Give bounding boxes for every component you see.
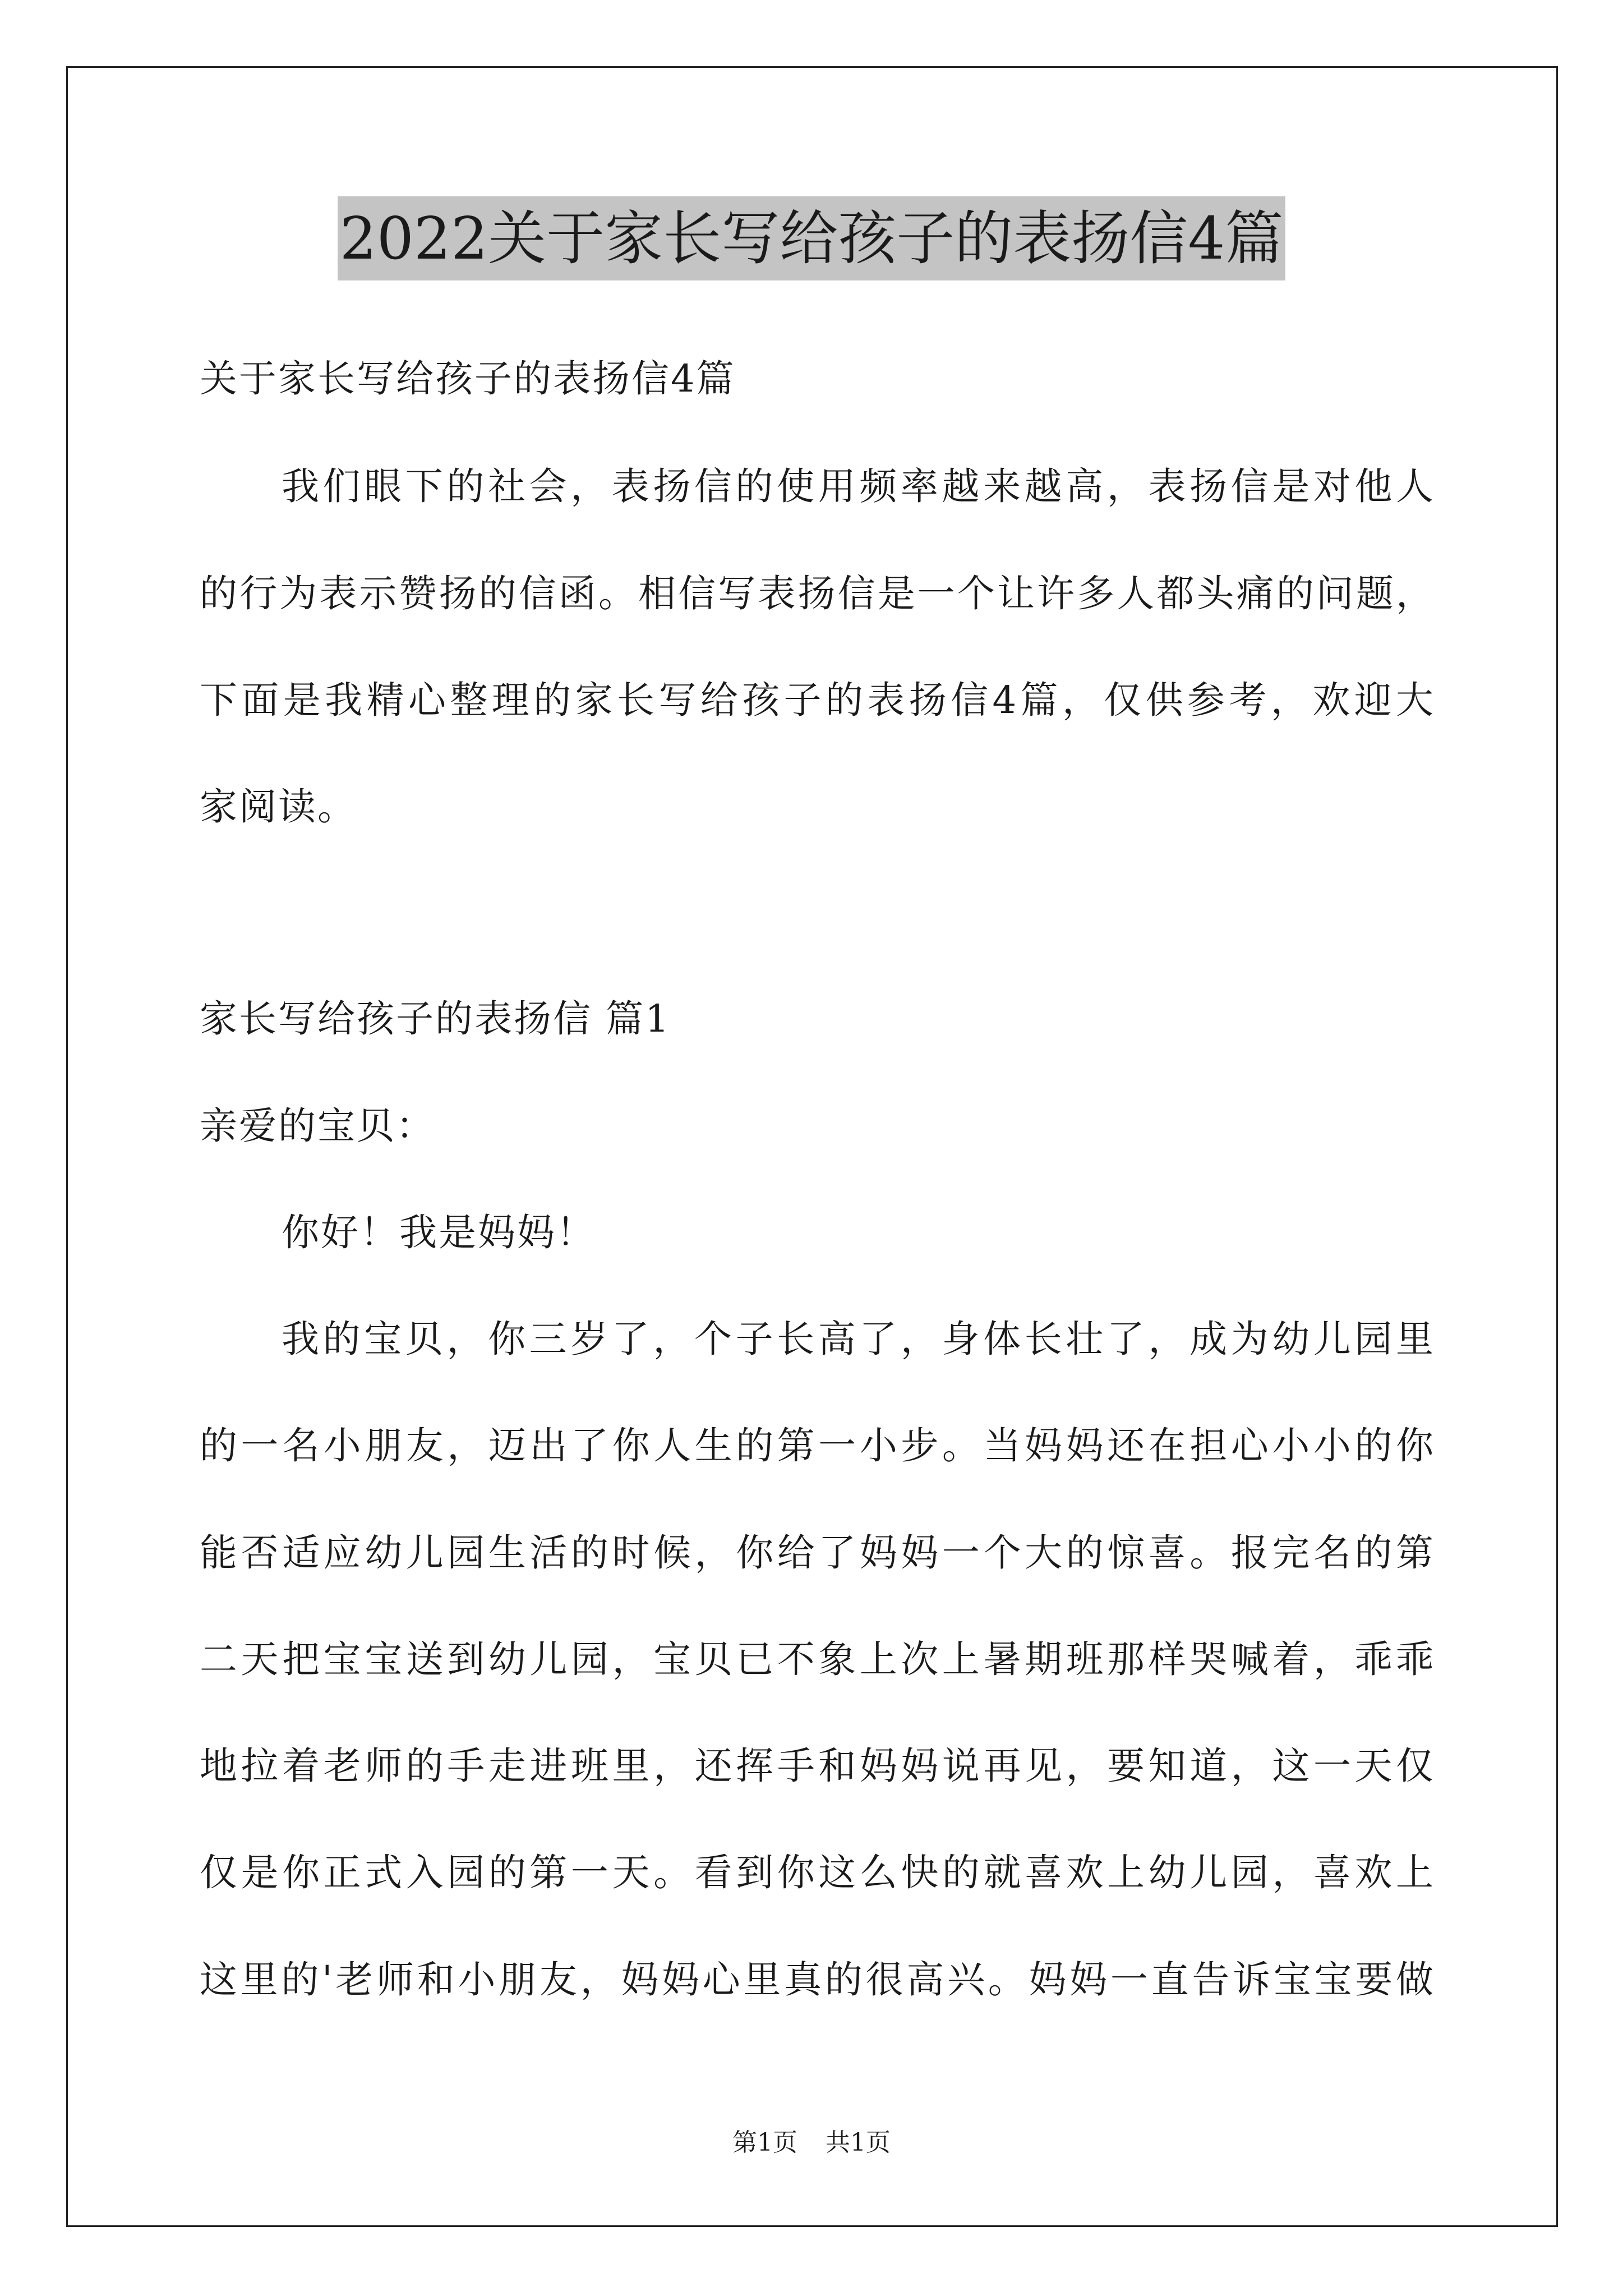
salutation: 亲爱的宝贝： bbox=[200, 1104, 435, 1148]
page-number-current: 第1页 bbox=[732, 2128, 797, 2157]
body-line-7: 这里的'老师和小朋友，妈妈心里真的很高兴。妈妈一直告诉宝宝要做 bbox=[200, 1958, 1433, 2001]
body-line-3: 能否适应幼儿园生活的时候，你给了妈妈一个大的惊喜。报完名的第 bbox=[200, 1531, 1433, 1575]
intro-line-4: 家阅读。 bbox=[200, 785, 357, 829]
page-number-total: 共1页 bbox=[826, 2128, 891, 2157]
document-title bbox=[0, 196, 1623, 298]
body-line-5: 地拉着老师的手走进班里，还挥手和妈妈说再见，要知道，这一天仅 bbox=[200, 1744, 1433, 1788]
body-line-2: 的一名小朋友，迈出了你人生的第一小步。当妈妈还在担心小小的你 bbox=[200, 1424, 1433, 1467]
section-heading: 家长写给孩子的表扬信 篇1 bbox=[200, 997, 671, 1041]
body-line-1: 我的宝贝，你三岁了，个子长高了，身体长壮了，成为幼儿园里 bbox=[282, 1317, 1433, 1361]
intro-line-1: 我们眼下的社会，表扬信的使用频率越来越高，表扬信是对他人 bbox=[282, 464, 1433, 508]
page-footer bbox=[0, 2126, 1623, 2160]
body-line-6: 仅是你正式入园的第一天。看到你这么快的就喜欢上幼儿园，喜欢上 bbox=[200, 1851, 1433, 1894]
document-title-text: 2022关于家长写给孩子的表扬信4篇 bbox=[338, 196, 1286, 280]
body-line-4: 二天把宝宝送到幼儿园，宝贝已不象上次上暑期班那样哭喊着，乖乖 bbox=[200, 1637, 1433, 1681]
document-subtitle: 关于家长写给孩子的表扬信4篇 bbox=[200, 357, 736, 401]
intro-line-3: 下面是我精心整理的家长写给孩子的表扬信4篇，仅供参考，欢迎大 bbox=[200, 678, 1433, 722]
greeting: 你好！我是妈妈！ bbox=[282, 1211, 596, 1254]
intro-line-2: 的行为表示赞扬的信函。相信写表扬信是一个让许多人都头痛的问题， bbox=[200, 572, 1433, 615]
